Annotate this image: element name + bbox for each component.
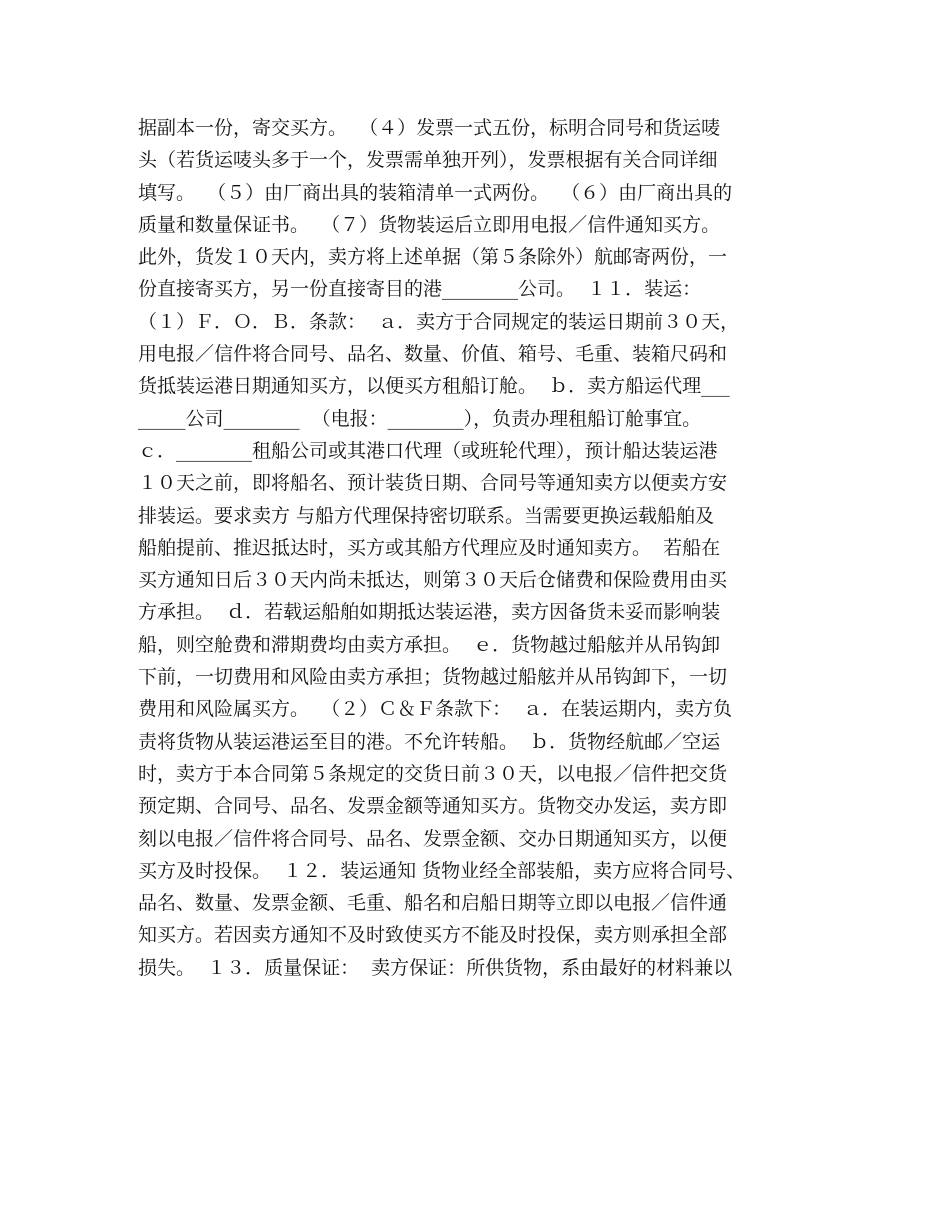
text-line: 品名、数量、发票金额、毛重、船名和启船日期等立即以电报／信件通 [138,892,728,915]
text-line: １０天之前，即将船名、预计装货日期、合同号等通知卖方以便卖方安 [138,472,728,495]
text-line: 刻以电报／信件将合同号、品名、发票金额、交办日期通知买方，以便 [138,827,728,850]
text-line: 下前，一切费用和风险由卖方承担；货物越过船舷并从吊钩卸下，一切 [138,666,728,689]
text-line: 方承担。 ｄ．若载运船舶如期抵达装运港，卖方因备货未妥而影响装 [138,601,721,624]
text-line: 质量和数量保证书。 （７）货物装运后立即用电报／信件通知买方。 [138,213,721,236]
body-text [138,112,828,984]
text-line: 费用和风险属买方。 （２）Ｃ＆Ｆ条款下： ａ．在装运期内，卖方负 [138,698,733,721]
text-line: 份直接寄买方，另一份直接寄目的港________公司。 １１．装运： [138,278,702,301]
text-line: 船舶提前、推迟抵达时，买方或其船方代理应及时通知卖方。 若船在 [138,536,721,559]
text-line: 填写。 （５）由厂商出具的装箱清单一式两份。 （６）由厂商出具的 [138,181,733,204]
text-line: 此外，货发１０天内，卖方将上述单据（第５条除外）航邮寄两份，一 [138,246,728,269]
text-line: 责将货物从装运港运至目的港。不允许转船。 ｂ．货物经航邮／空运 [138,730,721,753]
text-line: 损失。 １３．质量保证： 卖方保证：所供货物，系由最好的材料兼以 [138,956,733,979]
text-line: 排装运。要求卖方 与船方代理保持密切联系。当需要更换运载船舶及 [138,504,715,527]
text-line: 预定期、合同号、品名、发票金额等通知买方。货物交办发运，卖方即 [138,795,728,818]
text-line: _____公司________ （电报：________），负责办理租船订舱事宜。 [138,407,702,430]
text-line: 买方及时投保。 １２．装运通知 货物业经全部装船，卖方应将合同号、 [138,859,746,882]
text-line: 据副本一份，寄交买方。 （４）发票一式五份，标明合同号和货运唛 [138,117,721,139]
text-line: 船，则空舱费和滞期费均由卖方承担。 ｅ．货物越过船舷并从吊钩卸 [138,633,721,656]
text-line: 头（若货运唛头多于一个，发票需单独开列），发票根据有关合同详细 [138,149,718,172]
text-line: 用电报／信件将合同号、品名、数量、价值、箱号、毛重、装箱尺码和 [138,343,728,366]
text-line: 知买方。若因卖方通知不及时致使买方不能及时投保，卖方则承担全部 [138,924,728,947]
text-line: ｃ．________租船公司或其港口代理（或班轮代理），预计船达装运港 [138,439,718,462]
text-line: 买方通知日后３０天内尚未抵达，则第３０天后仓储费和保险费用由买 [138,569,728,592]
text-line: 货抵装运港日期通知买方，以便买方租船订舱。 ｂ．卖方船运代理___ [138,375,730,398]
text-line: 时，卖方于本合同第５条规定的交货日前３０天，以电报／信件把交货 [138,762,728,785]
text-line: （１）Ｆ．Ｏ．Ｂ．条款： ａ．卖方于合同规定的装运日期前３０天， [138,310,740,333]
